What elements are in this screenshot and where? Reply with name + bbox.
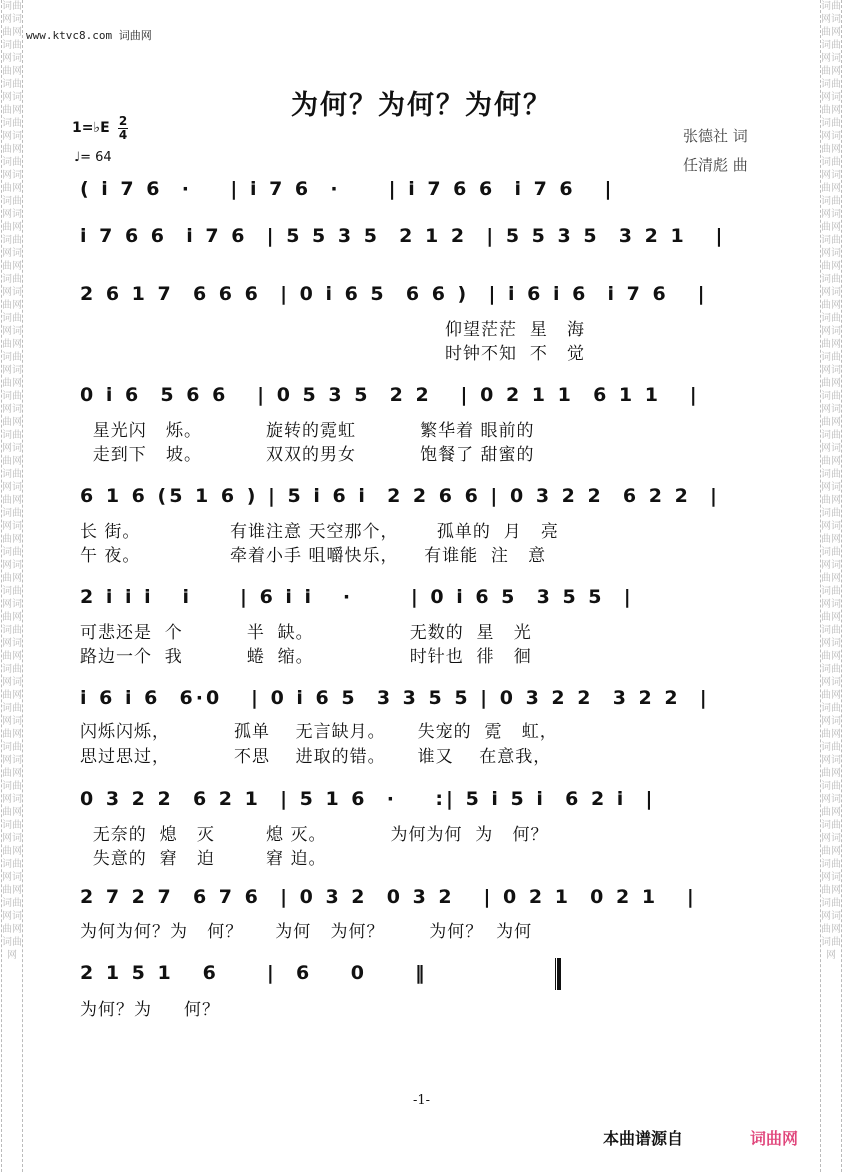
site-url[interactable]: www.ktvc8.com 词曲网: [26, 29, 152, 42]
time-signature: [118, 115, 128, 142]
score-line-3: 2 6 1 7 6 6 6 | 0 i 6 5 6 6 ) | i 6 i 6 i 7 6 |: [80, 283, 708, 305]
score-line-10: 2 1 5 1 6 | 6 0 ‖: [80, 962, 428, 984]
score-line-7: i 6 i 6 6·0 | 0 i 6 5 3 3 5 5 | 0 3 2 2 3 2 2 |: [80, 687, 710, 709]
tempo-marking: ♩= 64: [74, 150, 112, 165]
composer-credit: 任清彪 曲: [683, 156, 748, 174]
left-watermark-strip: 词曲网词曲网词曲网词曲网词曲网词曲网词曲网词曲网词曲网词曲网词曲网词曲网词曲网词曲网词曲网词曲网词曲网词曲网词曲网词曲网词曲网词曲网词曲网词曲网词曲网词曲网词曲网词曲网词曲网词曲网词曲网词曲网词曲网词曲网词曲网词曲网词曲网词曲网词曲网词曲网词曲网词曲网词曲网词曲网词曲网词曲网词曲网词曲网词曲网: [1, 0, 23, 1172]
lyricist-credit: 张德社 词: [683, 127, 748, 145]
lyrics-line-7-verse-1: 闪烁闪烁， 孤单 无言缺月。 失宠的 霓 虹，: [80, 722, 558, 742]
score-line-2: i 7 6 6 i 7 6 | 5 5 3 5 2 1 2 | 5 5 3 5 3 2 1 |: [80, 225, 726, 247]
right-watermark-strip: 词曲网词曲网词曲网词曲网词曲网词曲网词曲网词曲网词曲网词曲网词曲网词曲网词曲网词曲网词曲网词曲网词曲网词曲网词曲网词曲网词曲网词曲网词曲网词曲网词曲网词曲网词曲网词曲网词曲网词曲网词曲网词曲网词曲网词曲网词曲网词曲网词曲网词曲网词曲网词曲网词曲网词曲网词曲网词曲网词曲网词曲网词曲网词曲网词曲网: [820, 0, 842, 1172]
time-signature-bottom: 4: [118, 128, 128, 142]
song-title: 为何？为何？为何？: [291, 90, 552, 121]
lyrics-line-4-verse-1: 星光闪 烁。 旋转的霓虹 繁华着 眼前的: [80, 421, 535, 441]
score-line-6: 2 i i i i | 6 i i · | 0 i 6 5 3 5 5 |: [80, 586, 634, 608]
lyrics-line-6-verse-1: 可悲还是 个 半 缺。 无数的 星 光: [80, 623, 532, 643]
lyrics-line-3-verse-1: 仰望茫茫 星 海: [80, 320, 586, 340]
page-number: -1-: [412, 1093, 431, 1108]
lyrics-line-3-verse-2: 时钟不知 不 觉: [80, 344, 586, 364]
score-line-4: 0 i 6 5 6 6 | 0 5 3 5 2 2 | 0 2 1 1 6 1 1 |: [80, 384, 700, 406]
lyrics-line-7-verse-2: 思过思过， 不思 进取的错。 谁又 在意我，: [80, 747, 552, 767]
lyrics-line-6-verse-2: 路边一个 我 蜷 缩。 时针也 徘 徊: [80, 647, 532, 667]
lyrics-line-5-verse-1: 长 街。 有谁注意 天空那个， 孤单的 月 亮: [80, 522, 559, 542]
key-signature: 1=♭E: [72, 120, 110, 136]
score-line-8: 0 3 2 2 6 2 1 | 5 1 6 · :| 5 i 5 i 6 2 i |: [80, 788, 656, 810]
score-line-5: 6 1 6 (5 1 6 ) | 5 i 6 i 2 2 6 6 | 0 3 2 2 6 2 2 |: [80, 485, 720, 507]
lyrics-line-8-verse-1: 无奈的 熄 灭 熄 灭。 为何为何 为 何？: [80, 825, 549, 845]
lyrics-line-5-verse-2: 午 夜。 牵着小手 咀嚼快乐， 有谁能 注 意: [80, 546, 547, 566]
final-barline: [555, 958, 561, 990]
lyrics-line-4-verse-2: 走到下 坡。 双双的男女 饱餐了 甜蜜的: [80, 445, 535, 465]
score-line-9: 2 7 2 7 6 7 6 | 0 3 2 0 3 2 | 0 2 1 0 2 1 |: [80, 886, 697, 908]
lyrics-line-9-verse-1: 为何为何？为 何？ 为何 为何？ 为何？ 为何: [80, 922, 533, 942]
source-label: 本曲谱源自: [603, 1129, 684, 1148]
lyrics-line-8-verse-2: 失意的 窘 迫 窘 迫。: [80, 849, 327, 869]
time-signature-top: 2: [118, 114, 128, 128]
score-line-1: ( i 7 6 · | i 7 6 · | i 7 6 6 i 7 6 |: [80, 178, 615, 200]
lyrics-line-10-verse-1: 为何？为 何？: [80, 1000, 221, 1020]
source-site-link[interactable]: 词曲网: [750, 1129, 799, 1148]
